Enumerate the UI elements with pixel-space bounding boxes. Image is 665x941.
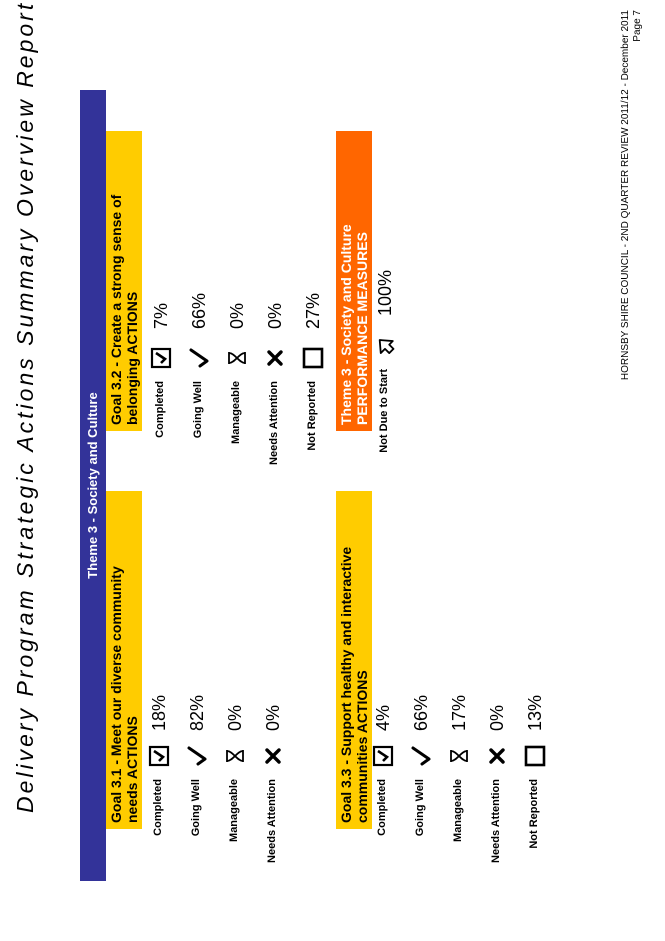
status-row [406, 501, 436, 881]
status-row [370, 51, 400, 453]
status-label: Needs Attention [266, 779, 278, 863]
status-percentage: 0% [225, 704, 245, 731]
status-label-cell [258, 779, 288, 889]
status-label-cell [184, 381, 214, 491]
status-label: Manageable [452, 779, 464, 842]
status-percentage: 100% [375, 269, 395, 316]
status-percentage: 0% [227, 302, 247, 329]
status-label: Manageable [230, 381, 242, 444]
status-label-cell [146, 381, 176, 491]
status-percentage: 13% [525, 694, 545, 731]
status-label-cell [370, 369, 400, 479]
status-row [144, 501, 174, 881]
cross-icon [260, 343, 290, 373]
goal-3-1-heading-line2: needs ACTIONS [124, 716, 140, 823]
status-percentage: 17% [449, 694, 469, 731]
status-percentage: 66% [411, 694, 431, 731]
status-row [222, 51, 252, 444]
goal-3-1-heading [106, 491, 142, 829]
status-label-cell [144, 779, 174, 889]
status-percentage: 4% [373, 704, 393, 731]
status-row [182, 501, 212, 881]
status-label-cell [222, 381, 252, 491]
tick-icon [406, 741, 436, 771]
goal-3-3-heading-line1: Goal 3.3 - Support healthy and interactive [338, 546, 354, 823]
goal-3-1-heading-line1: Goal 3.1 - Meet our diverse community [108, 566, 124, 823]
status-label: Completed [376, 779, 388, 836]
status-label-cell [298, 381, 328, 491]
checked-box-icon [368, 741, 398, 771]
status-label: Manageable [228, 779, 240, 842]
status-label-cell [406, 779, 436, 889]
status-row [184, 51, 214, 439]
not-due-arrow-icon [370, 331, 400, 361]
status-label: Not Reported [528, 779, 540, 849]
status-label: Going Well [190, 779, 202, 837]
status-row [260, 51, 290, 465]
status-percentage: 0% [487, 704, 507, 731]
status-row [444, 501, 474, 881]
status-percentage: 7% [151, 302, 171, 329]
hourglass-icon [222, 343, 252, 373]
status-row [520, 501, 550, 881]
performance-measures-heading [336, 131, 372, 431]
footer-line1: HORNSBY SHIRE COUNCIL - 2ND QUARTER REVIEW 2011/12 - December 2011 [620, 10, 631, 381]
status-row [298, 51, 328, 451]
status-label: Completed [152, 779, 164, 836]
status-percentage: 18% [149, 694, 169, 731]
performance-measures-heading-line1: Theme 3 - Society and Culture [338, 224, 354, 425]
status-row [482, 501, 512, 881]
theme-banner: Theme 3 - Society and Culture [80, 90, 106, 881]
status-label: Not Due to Start [378, 369, 390, 453]
status-label-cell [444, 779, 474, 889]
status-label: Needs Attention [268, 381, 280, 465]
status-row [368, 501, 398, 881]
tick-icon [184, 343, 214, 373]
goal-3-2-section [106, 90, 336, 465]
status-percentage: 0% [263, 704, 283, 731]
empty-box-icon [298, 343, 328, 373]
status-percentage: 82% [187, 694, 207, 731]
status-row [258, 501, 288, 881]
status-percentage: 66% [189, 292, 209, 329]
goal-3-2-heading [106, 131, 142, 431]
goal-3-3-heading-line2: communities ACTIONS [354, 670, 370, 823]
goal-3-2-heading-line1: Goal 3.2 - Create a strong sense of [108, 194, 124, 425]
empty-box-icon [520, 741, 550, 771]
checked-box-icon [146, 343, 176, 373]
status-label-cell [182, 779, 212, 889]
goal-3-3-heading [336, 491, 372, 829]
performance-measures-section [336, 90, 436, 453]
status-label: Going Well [192, 381, 204, 439]
footer-line2: Page 7 [632, 10, 643, 42]
cross-icon [258, 741, 288, 771]
status-percentage: 0% [265, 302, 285, 329]
page-title: Delivery Program Strategic Actions Summary Overview Report [12, 0, 38, 813]
checked-box-icon [144, 741, 174, 771]
hourglass-icon [444, 741, 474, 771]
status-row [220, 501, 250, 881]
status-label: Not Reported [306, 381, 318, 451]
status-label-cell [220, 779, 250, 889]
status-label-cell [520, 779, 550, 889]
status-percentage: 27% [303, 292, 323, 329]
goal-3-1-section [106, 491, 336, 881]
goal-3-3-section [336, 491, 566, 881]
performance-measures-heading-line2: PERFORMANCE MEASURES [354, 232, 370, 425]
status-label-cell [368, 779, 398, 889]
goal-3-2-heading-line2: belonging ACTIONS [124, 291, 140, 425]
cross-icon [482, 741, 512, 771]
status-label: Needs Attention [490, 779, 502, 863]
tick-icon [182, 741, 212, 771]
status-row [146, 51, 176, 438]
status-label: Going Well [414, 779, 426, 837]
status-label: Completed [154, 381, 166, 438]
hourglass-icon [220, 741, 250, 771]
footer [620, 10, 644, 380]
status-label-cell [260, 381, 290, 491]
status-label-cell [482, 779, 512, 889]
